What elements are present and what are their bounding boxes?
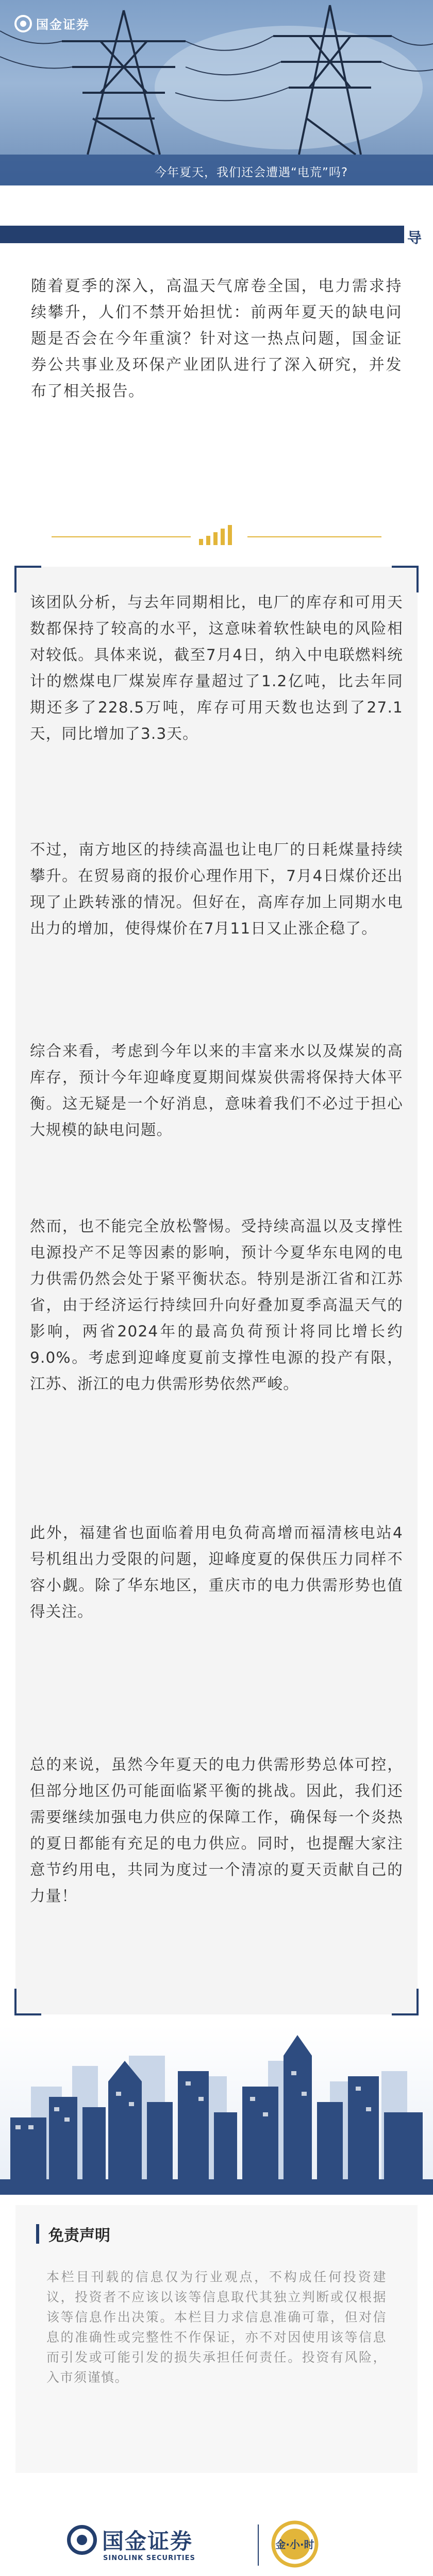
- article-paragraph: 然而，也不能完全放松警惕。受持续高温以及支撑性电源投产不足等因素的影响，预计今夏华东电网的电力供需仍然会处于紧平衡状态。特别是浙江省和江苏省，由于经济运行持续回升向好叠加夏季高温天气的影响，两省2024年的最高负荷预计将同比增长约9.0%。考虑到迎峰度夏前支撑性电源的投产有限，江苏、浙江的电力供需形势依然严峻。: [30, 1217, 403, 1393]
- hero-logo-text: 国金证券: [36, 18, 90, 32]
- brand-separator: [258, 2524, 259, 2566]
- intro-tag: 导: [407, 229, 422, 246]
- disclaimer-box: [15, 2205, 418, 2473]
- intro-paragraph: 随着夏季的深入，高温天气席卷全国，电力需求持续攀升，人们不禁开始担忧：前两年夏天的缺电问题是否会在今年重演？针对这一热点问题，国金证券公共事业及环保产业团队进行了深入研究，并发布了相关报告。: [31, 277, 402, 400]
- sinolink-logo-icon: [14, 15, 32, 32]
- disclaimer-title: 免责声明: [48, 2227, 110, 2245]
- sinolink-logo-cn: 国金证券: [102, 2529, 193, 2554]
- article-paragraph: 综合来看，考虑到今年以来的丰富来水以及煤炭的高库存，预计今年迎峰度夏期间煤炭供需将保持大体平衡。这无疑是一个好消息，意味着我们不必过于担心大规模的缺电问题。: [30, 1042, 403, 1139]
- brand-footer: [0, 2509, 433, 2576]
- disclaimer-header: [36, 2223, 110, 2245]
- disclaimer-accent-bar: [36, 2224, 39, 2244]
- article-paragraph: 总的来说，虽然今年夏天的电力供需形势总体可控，但部分地区仍可能面临紧平衡的挑战。因此，我们还需要继续加强电力供应的保障工作，确保每一个炎热的夏日都能有充足的电力供应。同时，也提醒大家注意节约用电，共同为度过一个清凉的夏天贡献自己的力量！: [30, 1756, 403, 1905]
- city-skyline-illustration: [0, 2025, 433, 2195]
- jin-xiaoshi-logo: [268, 2518, 351, 2570]
- card-corner-top-right: [392, 566, 419, 592]
- intro-stripe: [0, 226, 404, 243]
- jin-xiaoshi-logo-text: 金·小·时: [275, 2538, 314, 2551]
- section-divider: [0, 520, 433, 551]
- hero-caption: 今年夏天，我们还会遭遇“电荒”吗?: [155, 166, 348, 179]
- card-corner-bottom-right: [392, 1989, 419, 2015]
- sinolink-logo-en: SINOLINK SECURITIES: [103, 2554, 195, 2562]
- article-paragraph: 不过，南方地区的持续高温也让电厂的日耗煤量持续攀升。在贸易商的报价心理作用下，7月4日煤价还出现了止跌转涨的情况。但好在，高库存加上同期水电出力的增加，使得煤价在7月11日又止涨企稳了。: [30, 841, 403, 937]
- article-card: [15, 567, 418, 2014]
- disclaimer-body: 本栏目刊载的信息仅为行业观点，不构成任何投资建议，投资者不应该以该等信息取代其独立判断或仅根据该等信息作出决策。本栏目力求信息准确可靠，但对信息的准确性或完整性不作保证，亦不对因使用该等信息而引发或可能引发的损失承担任何责任。投资有风险，入市须谨慎。: [46, 2269, 387, 2385]
- card-corner-top-left: [14, 566, 41, 592]
- divider-line-right: [247, 536, 381, 537]
- sinolink-logo: [67, 2524, 195, 2562]
- bar-chart-icon: [196, 523, 242, 546]
- article-paragraph: 此外，福建省也面临着用电负荷高增而福清核电站4号机组出力受限的问题，迎峰度夏的保供压力同样不容小觑。除了华东地区，重庆市的电力供需形势也值得关注。: [30, 1524, 403, 1620]
- card-corner-bottom-left: [14, 1989, 41, 2015]
- sinolink-logo-icon: [67, 2525, 97, 2555]
- hero-banner: [0, 0, 433, 185]
- divider-line-left: [52, 536, 191, 537]
- hero-logo: [14, 14, 90, 32]
- intro-header: [0, 222, 433, 247]
- article-paragraph: 该团队分析，与去年同期相比，电厂的库存和可用天数都保持了较高的水平，这意味着软性缺电的风险相对较低。具体来说，截至7月4日，纳入中电联燃料统计的燃煤电厂煤炭库存量超过了1.2亿吨，比去年同期还多了228.5万吨，库存可用天数也达到了27.1天，同比增加了3.3天。: [30, 594, 403, 742]
